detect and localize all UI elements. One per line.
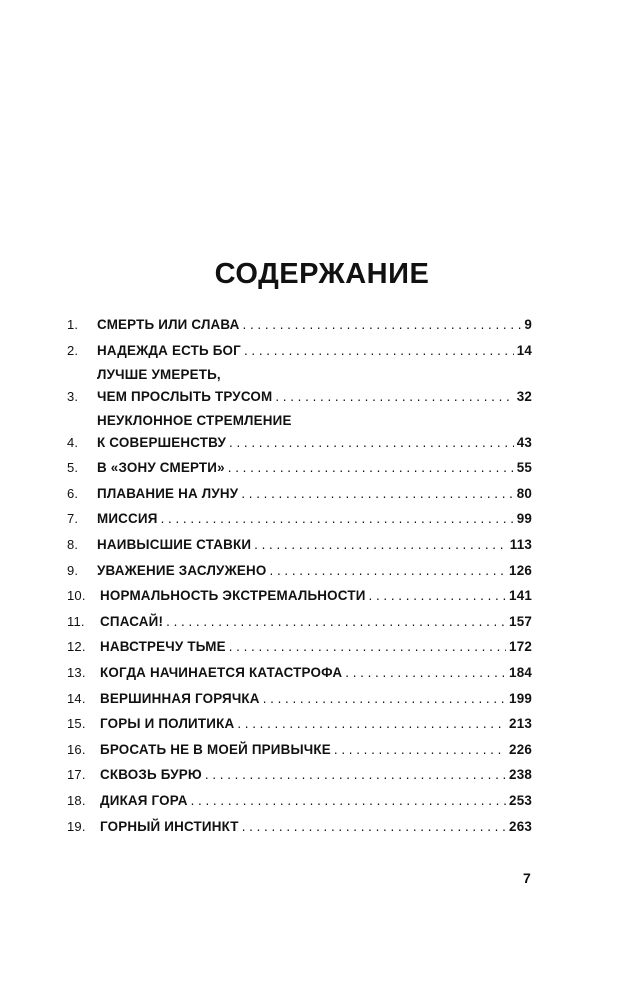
dot-leader — [229, 432, 514, 454]
toc-entry-number: 6. — [67, 485, 79, 501]
toc-entry-number: 8. — [67, 536, 79, 552]
toc-entry[interactable] — [67, 660, 532, 686]
toc-entry-number: 3. — [67, 388, 79, 404]
toc-entry[interactable] — [67, 762, 532, 788]
toc-entry-page: 172 — [509, 639, 532, 655]
toc-entry-page: 199 — [509, 690, 532, 706]
toc-entry-page: 43 — [516, 434, 532, 450]
dot-leader — [191, 788, 506, 814]
dot-leader — [263, 686, 506, 712]
toc-entry[interactable] — [67, 558, 532, 584]
toc-entry-number: 16. — [67, 741, 86, 757]
dot-leader — [244, 338, 514, 364]
dot-leader — [242, 814, 506, 840]
toc-entry-title: УВАЖЕНИЕ ЗАСЛУЖЕНО — [97, 562, 267, 578]
toc-entry-number: 13. — [67, 664, 86, 680]
toc-entry-title: НОРМАЛЬНОСТЬ ЭКСТРЕМАЛЬНОСТИ — [100, 588, 366, 604]
dot-leader — [161, 506, 514, 532]
toc-entry-page: 226 — [509, 741, 532, 757]
toc-entry-page: 113 — [509, 536, 532, 552]
toc-entry-number: 2. — [67, 342, 79, 358]
toc-entry-title: В «ЗОНУ СМЕРТИ» — [97, 460, 225, 476]
toc-entry-page: 55 — [516, 460, 532, 476]
table-of-contents — [67, 312, 532, 839]
dot-leader — [237, 711, 506, 737]
toc-entry-number: 9. — [67, 562, 79, 578]
toc-entry-page: 253 — [509, 792, 532, 808]
toc-entry-title-continued: ЧЕМ ПРОСЛЫТЬ ТРУСОМ — [97, 388, 273, 404]
dot-leader — [345, 660, 506, 686]
toc-entry[interactable] — [67, 814, 532, 840]
dot-leader — [241, 481, 513, 507]
toc-entry-title: ПЛАВАНИЕ НА ЛУНУ — [97, 485, 239, 501]
dot-leader — [229, 634, 506, 660]
toc-entry-number: 11. — [67, 613, 85, 629]
toc-entry-page: 238 — [509, 767, 532, 783]
toc-entry-page: 9 — [524, 317, 532, 332]
toc-entry-title-continued: К СОВЕРШЕНСТВУ — [97, 434, 227, 450]
toc-entry[interactable] — [67, 532, 532, 558]
dot-leader — [275, 386, 513, 408]
dot-leader — [243, 312, 522, 338]
toc-entry-page: 126 — [509, 562, 532, 578]
toc-entry[interactable] — [67, 711, 532, 737]
toc-entry-number: 19. — [67, 818, 86, 834]
toc-entry-number: 4. — [67, 434, 79, 450]
toc-entry-number: 17. — [67, 767, 86, 783]
page-title: СОДЕРЖАНИЕ — [214, 258, 430, 290]
toc-entry[interactable] — [67, 609, 532, 635]
toc-entry-page: 213 — [509, 716, 532, 732]
toc-entry-number: 10. — [67, 588, 86, 604]
toc-entry-page: 14 — [516, 342, 532, 358]
toc-entry[interactable] — [67, 481, 532, 507]
toc-entry-number: 18. — [67, 792, 86, 808]
toc-entry-number: 12. — [67, 639, 86, 655]
page-number: 7 — [523, 870, 531, 886]
toc-entry-title: НЕУКЛОННОЕ СТРЕМЛЕНИЕ — [97, 413, 292, 429]
toc-entry[interactable] — [67, 338, 532, 364]
toc-entry[interactable] — [67, 686, 532, 712]
toc-entry-title: СКВОЗЬ БУРЮ — [100, 767, 202, 783]
toc-entry-title: НАИВЫСШИЕ СТАВКИ — [97, 536, 252, 552]
toc-entry-title: НАДЕЖДА ЕСТЬ БОГ — [97, 342, 241, 358]
toc-entry-title: МИССИЯ — [97, 511, 158, 527]
toc-entry-title: ГОРЫ И ПОЛИТИКА — [100, 716, 235, 732]
toc-entry[interactable] — [67, 312, 532, 338]
toc-entry[interactable] — [67, 409, 532, 455]
toc-entry-title: ВЕРШИННАЯ ГОРЯЧКА — [100, 690, 260, 706]
toc-entry-page: 141 — [509, 588, 532, 604]
toc-entry-title: ЛУЧШЕ УМЕРЕТЬ, — [97, 367, 221, 383]
toc-entry[interactable] — [67, 363, 532, 409]
dot-leader — [205, 762, 506, 788]
toc-entry-title: СПАСАЙ! — [100, 613, 164, 629]
toc-entry-page: 184 — [509, 664, 532, 680]
toc-entry-page: 157 — [509, 613, 532, 629]
toc-entry-title: ГОРНЫЙ ИНСТИНКТ — [100, 818, 239, 834]
dot-leader — [228, 455, 514, 481]
toc-entry-page: 99 — [516, 511, 532, 527]
toc-entry-title: КОГДА НАЧИНАЕТСЯ КАТАСТРОФА — [100, 664, 343, 680]
toc-entry[interactable] — [67, 455, 532, 481]
toc-entry-page: 32 — [516, 388, 532, 404]
dot-leader — [270, 558, 507, 584]
toc-entry-page: 80 — [516, 485, 532, 501]
toc-entry-title: БРОСАТЬ НЕ В МОЕЙ ПРИВЫЧКЕ — [100, 741, 331, 757]
toc-entry-page: 263 — [509, 818, 532, 834]
dot-leader — [166, 609, 506, 635]
toc-entry-number: 5. — [67, 460, 79, 476]
toc-entry[interactable] — [67, 506, 532, 532]
toc-entry-number: 1. — [67, 317, 79, 332]
toc-entry-title: ДИКАЯ ГОРА — [100, 792, 188, 808]
toc-entry[interactable] — [67, 788, 532, 814]
toc-entry[interactable] — [67, 583, 532, 609]
toc-entry-title: СМЕРТЬ ИЛИ СЛАВА — [97, 317, 240, 332]
toc-entry[interactable] — [67, 737, 532, 763]
toc-entry[interactable] — [67, 634, 532, 660]
toc-entry-title: НАВСТРЕЧУ ТЬМЕ — [100, 639, 226, 655]
dot-leader — [334, 737, 506, 763]
toc-entry-number: 7. — [67, 511, 79, 527]
toc-entry-number: 15. — [67, 716, 86, 732]
dot-leader — [369, 583, 507, 609]
toc-entry-number: 14. — [67, 690, 86, 706]
dot-leader — [254, 532, 507, 558]
